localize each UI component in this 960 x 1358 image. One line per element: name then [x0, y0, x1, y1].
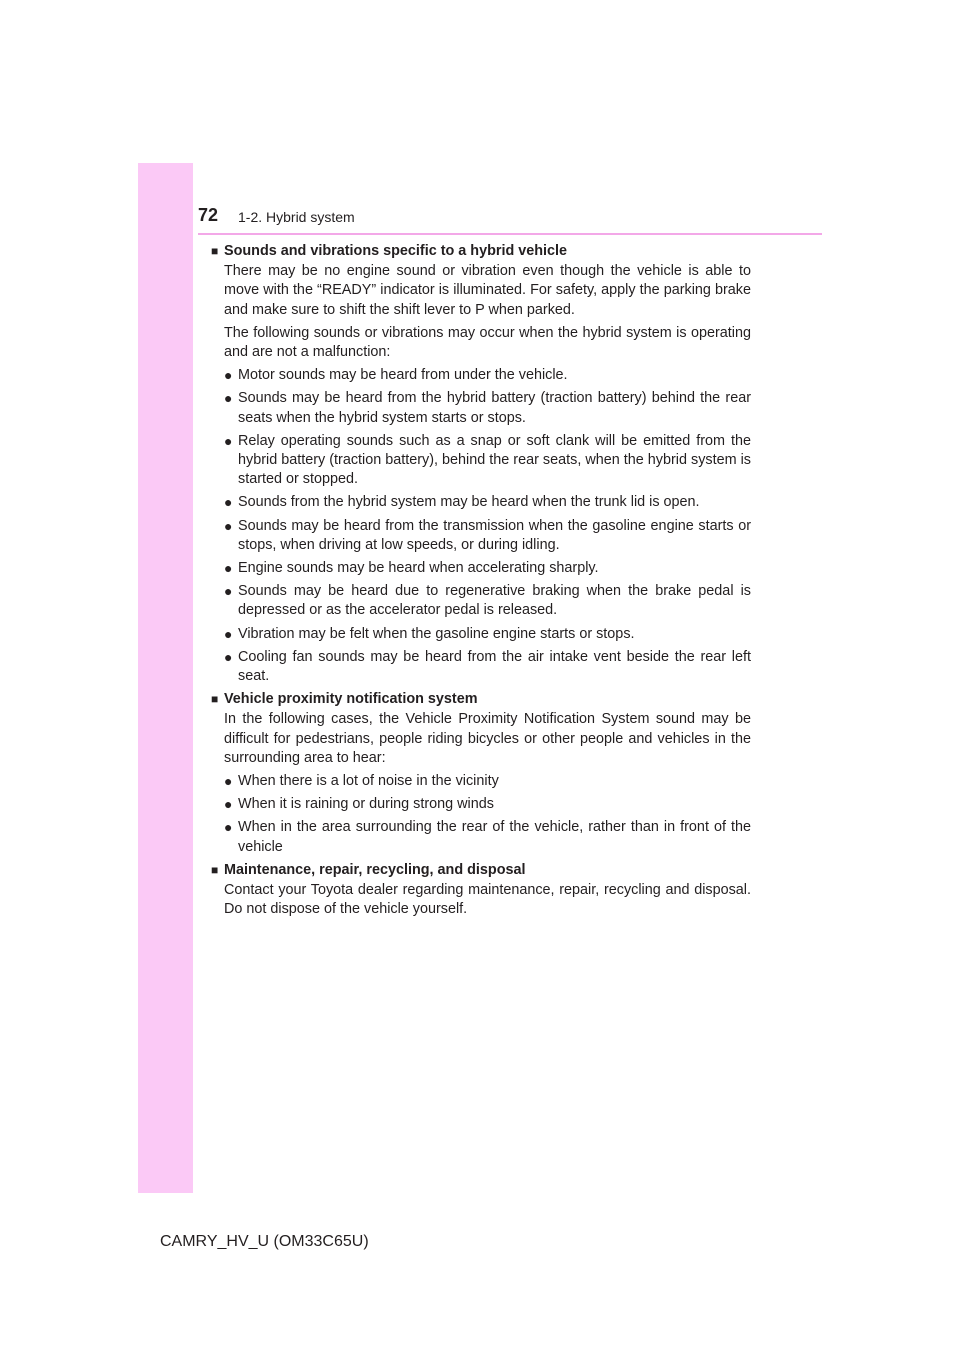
section-heading-text: Sounds and vibrations specific to a hybrid vehicle: [224, 243, 568, 259]
circle-bullet-icon: ●: [224, 648, 233, 665]
list-item: [224, 648, 751, 686]
list-item-text: Sounds may be heard due to regenerative braking when the brake pedal is depressed or as the accelerator pedal is released.: [238, 583, 751, 619]
list-item-text: Motor sounds may be heard from under the vehicle.: [238, 367, 568, 384]
section-heading-text: Vehicle proximity notification system: [224, 691, 478, 708]
circle-bullet-icon: ●: [224, 494, 233, 511]
list-item-text: Sounds may be heard from the transmission when the gasoline engine starts or stops, when driving at low speeds, or during idling.: [238, 517, 751, 553]
list-item: [224, 818, 751, 856]
list-item: [224, 772, 751, 791]
list-item-text: When in the area surrounding the rear of the vehicle, rather than in front of the vehicle: [238, 819, 751, 855]
circle-bullet-icon: ●: [224, 432, 233, 449]
page-number: 72: [198, 205, 219, 225]
square-bullet-icon: ■: [211, 692, 219, 707]
list-item-text: When there is a lot of noise in the vicinity: [238, 773, 499, 790]
list-item-text: Sounds may be heard from the hybrid battery (traction battery) behind the rear seats when the hybrid system starts or stops.: [238, 390, 751, 426]
header-rule: [198, 233, 822, 235]
manual-code-footer: CAMRY_HV_U (OM33C65U): [160, 1233, 369, 1250]
section-heading: [211, 690, 751, 709]
list-item: [224, 559, 751, 578]
circle-bullet-icon: ●: [224, 517, 233, 534]
circle-bullet-icon: ●: [224, 773, 233, 790]
circle-bullet-icon: ●: [224, 625, 233, 642]
section-heading: [211, 861, 751, 880]
circle-bullet-icon: ●: [224, 583, 233, 600]
paragraph: The following sounds or vibrations may occur when the hybrid system is operating and are not a malfunction:: [224, 324, 751, 361]
paragraph: In the following cases, the Vehicle Proximity Notification System sound may be difficult for pedestrians, people riding bicycles or other people and vehicles in the surrounding area to hear:: [224, 711, 751, 766]
section-heading-text: Maintenance, repair, recycling, and disposal: [224, 861, 526, 878]
list-item: [224, 432, 751, 490]
list-item-text: When it is raining or during strong winds: [238, 796, 494, 813]
list-item-text: Relay operating sounds such as a snap or soft clank will be emitted from the hybrid battery (traction battery), behind the rear seats, when the hybrid system is started or stopped.: [238, 432, 751, 488]
circle-bullet-icon: ●: [224, 796, 233, 813]
section-heading: [211, 242, 751, 261]
section-title: 1-2. Hybrid system: [238, 209, 355, 225]
circle-bullet-icon: ●: [224, 819, 233, 836]
list-item: [224, 366, 751, 385]
circle-bullet-icon: ●: [224, 560, 233, 577]
page-content: [211, 242, 751, 924]
paragraph: Contact your Toyota dealer regarding maintenance, repair, recycling and disposal. Do not dispose of the vehicle yourself.: [224, 882, 751, 918]
list-item: [224, 517, 751, 555]
square-bullet-icon: ■: [211, 244, 219, 258]
list-item: [224, 493, 751, 512]
list-item: [224, 625, 751, 644]
list-item-text: Sounds from the hybrid system may be heard when the trunk lid is open.: [238, 494, 700, 511]
list-item: [224, 389, 751, 427]
list-item: [224, 795, 751, 814]
list-item-text: Engine sounds may be heard when accelerating sharply.: [238, 560, 599, 577]
list-item-text: Cooling fan sounds may be heard from the air intake vent beside the rear left seat.: [238, 648, 751, 685]
page-header: [198, 203, 822, 233]
circle-bullet-icon: ●: [224, 390, 233, 407]
list-item: [224, 582, 751, 620]
circle-bullet-icon: ●: [224, 367, 233, 384]
list-item-text: Vibration may be felt when the gasoline engine starts or stops.: [238, 625, 635, 642]
side-tab-band: [138, 163, 193, 1193]
square-bullet-icon: ■: [211, 862, 219, 877]
paragraph: There may be no engine sound or vibration even though the vehicle is able to move with the “READY” indicator is illuminated. For safety, apply the parking brake and make sure to shift the shift lever to P when parked.: [224, 263, 751, 318]
